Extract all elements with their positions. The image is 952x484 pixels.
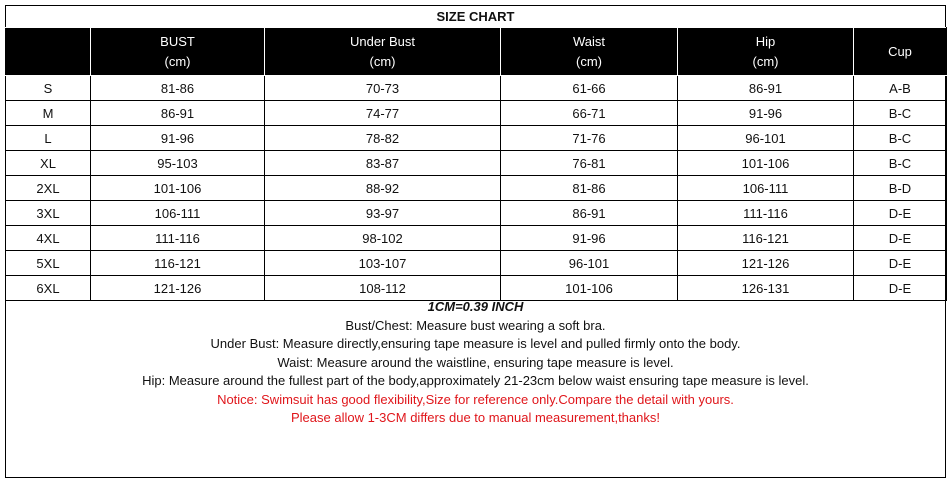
measurement-cell: 108-112 <box>265 276 501 301</box>
allowance-note: Please allow 1-3CM differs due to manual measurement,thanks! <box>290 410 660 425</box>
header-cell <box>854 28 947 76</box>
table-header <box>6 28 947 76</box>
measurement-cell: 103-107 <box>265 251 501 276</box>
size-label-cell: S <box>6 76 91 101</box>
measurement-cell: 116-121 <box>678 226 854 251</box>
measurement-cell: 106-111 <box>678 176 854 201</box>
size-chart-frame <box>5 5 946 478</box>
header-label: BUST <box>160 33 195 49</box>
size-label-cell: 2XL <box>6 176 91 201</box>
measurement-cell: 81-86 <box>91 76 265 101</box>
header-label: Under Bust <box>349 33 416 49</box>
measurement-cell: 66-71 <box>501 101 678 126</box>
measurement-cell: B-C <box>854 101 947 126</box>
measurement-cell: 116-121 <box>91 251 265 276</box>
measurement-cell: 83-87 <box>265 151 501 176</box>
measurement-cell: 91-96 <box>501 226 678 251</box>
size-label-cell: 4XL <box>6 226 91 251</box>
table-row <box>6 126 947 151</box>
measurement-cell: 91-96 <box>91 126 265 151</box>
header-unit: (cm) <box>752 53 779 69</box>
header-unit: (cm) <box>164 53 191 69</box>
table-row <box>6 151 947 176</box>
size-label-cell: 3XL <box>6 201 91 226</box>
header-label: Cup <box>888 43 912 59</box>
size-label-cell: XL <box>6 151 91 176</box>
measurement-cell: B-D <box>854 176 947 201</box>
table-row <box>6 251 947 276</box>
table-row <box>6 201 947 226</box>
measurement-cell: D-E <box>854 226 947 251</box>
chart-title: SIZE CHART <box>6 6 945 28</box>
measurement-cell: B-C <box>854 126 947 151</box>
measurement-cell: 126-131 <box>678 276 854 301</box>
header-cell <box>91 28 265 76</box>
header-row <box>6 28 947 76</box>
measurement-cell: 101-106 <box>91 176 265 201</box>
measurement-cell: 111-116 <box>91 226 265 251</box>
under-bust-note: Under Bust: Measure directly,ensuring tape measure is level and pulled firmly onto the body. <box>210 336 741 351</box>
measurement-cell: 96-101 <box>678 126 854 151</box>
table-row <box>6 226 947 251</box>
measurement-cell: 70-73 <box>265 76 501 101</box>
measurement-cell: 86-91 <box>501 201 678 226</box>
notice-note: Notice: Swimsuit has good flexibility,Size for reference only.Compare the detail with yours. <box>217 391 734 407</box>
measurement-cell: 96-101 <box>501 251 678 276</box>
size-label-cell: 5XL <box>6 251 91 276</box>
measurement-cell: 101-106 <box>501 276 678 301</box>
measurement-cell: 61-66 <box>501 76 678 101</box>
table-row <box>6 101 947 126</box>
measurement-cell: 111-116 <box>678 201 854 226</box>
measurement-cell: 95-103 <box>91 151 265 176</box>
measurement-cell: D-E <box>854 201 947 226</box>
measurement-cell: 106-111 <box>91 201 265 226</box>
measurement-cell: 121-126 <box>91 276 265 301</box>
measurement-cell: 88-92 <box>265 176 501 201</box>
measurement-cell: 76-81 <box>501 151 678 176</box>
measurement-notes <box>6 298 945 428</box>
measurement-cell: D-E <box>854 251 947 276</box>
table-row <box>6 76 947 101</box>
measurement-cell: 86-91 <box>678 76 854 101</box>
table-row <box>6 276 947 301</box>
size-label-cell: M <box>6 101 91 126</box>
header-cell <box>265 28 501 76</box>
measurement-cell: 74-77 <box>265 101 501 126</box>
size-label-cell: 6XL <box>6 276 91 301</box>
header-cell <box>6 28 91 76</box>
measurement-cell: 86-91 <box>91 101 265 126</box>
header-unit: (cm) <box>369 53 396 69</box>
size-label-cell: L <box>6 126 91 151</box>
measurement-cell: B-C <box>854 151 947 176</box>
measurement-cell: 91-96 <box>678 101 854 126</box>
size-table <box>5 27 947 301</box>
table-row <box>6 176 947 201</box>
header-unit: (cm) <box>576 53 602 69</box>
waist-note: Waist: Measure around the waistline, ensuring tape measure is level. <box>277 354 674 370</box>
header-label: Hip <box>755 33 776 49</box>
bust-note: Bust/Chest: Measure bust wearing a soft bra. <box>345 317 606 333</box>
header-label: Waist <box>572 33 606 49</box>
measurement-cell: 121-126 <box>678 251 854 276</box>
measurement-cell: A-B <box>854 76 947 101</box>
header-cell <box>501 28 678 76</box>
table-body <box>6 76 947 301</box>
measurement-cell: 78-82 <box>265 126 501 151</box>
measurement-cell: 81-86 <box>501 176 678 201</box>
measurement-cell: 101-106 <box>678 151 854 176</box>
measurement-cell: 93-97 <box>265 201 501 226</box>
measurement-cell: D-E <box>854 276 947 301</box>
measurement-cell: 71-76 <box>501 126 678 151</box>
header-cell <box>678 28 854 76</box>
measurement-cell: 98-102 <box>265 226 501 251</box>
unit-conversion: 1CM=0.39 INCH <box>427 299 524 314</box>
hip-note: Hip: Measure around the fullest part of the body,approximately 21-23cm below waist ensuring tape measure is level. <box>142 373 809 388</box>
